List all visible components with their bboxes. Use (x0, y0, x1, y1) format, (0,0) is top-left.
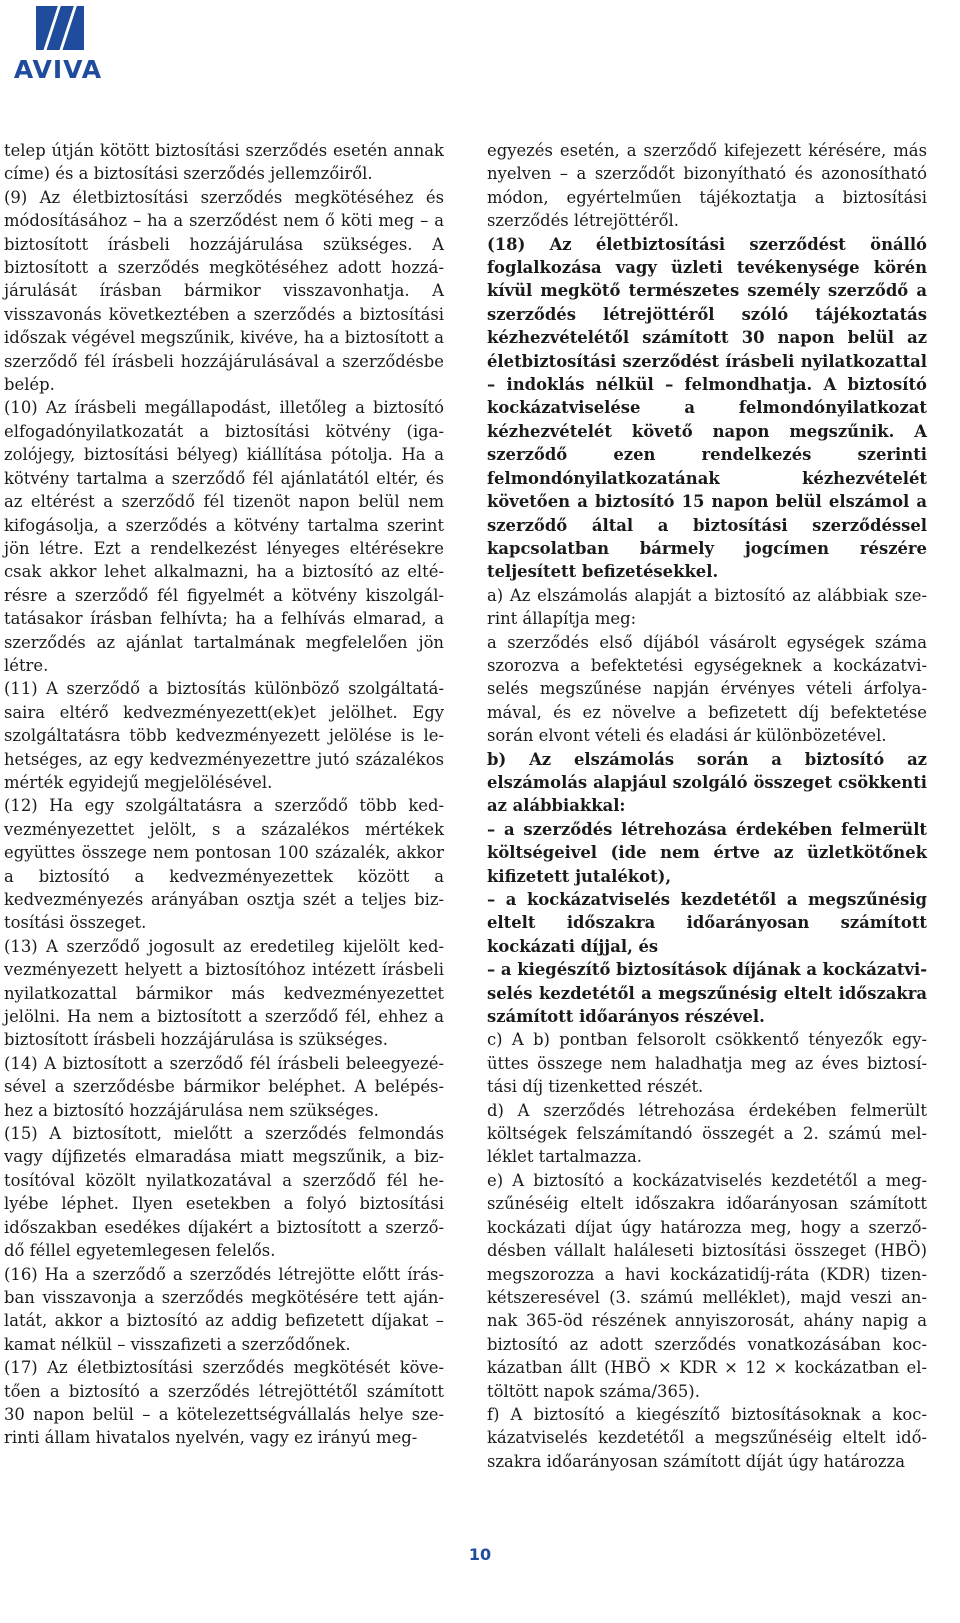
paragraph: (16) Ha a szerződő a szerződés létrejötte előtt írásban visszavonja a szerződés megkötésére tett ajánlatát, akkor a biztosító az addig befizetett díjakat – kamat nélkül – visszafizeti a szerződőnek. (4, 1264, 444, 1354)
paragraph-bold: – a kiegészítő biztosítások díjának a kockázatviselés kezdetétől a megszűnésig eltelt időszakra számított időarányos részével. (487, 960, 927, 1027)
paragraph: f) A biztosító a kiegészítő biztosításoknak a kockázatviselés kezdetétől a megszűnéséig eltelt időszakra időarányosan számított díját úgy határozza (487, 1404, 927, 1471)
paragraph-bold: – a kockázatviselés kezdetétől a megszűnésig eltelt időszakra időarányosan számított kockázati díjjal, és (487, 890, 927, 956)
paragraph-bold: – a szerződés létrehozása érdekében felmerült költségeivel (ide nem értve az üzletkötőnek kifizetett jutalékot), (487, 819, 927, 886)
paragraph: (11) A szerződő a biztosítás különböző szolgáltatásaira eltérő kedvezményezett(ek)et jelölhet. Egy szolgáltatásra több kedvezményezett jelölése is lehetséges, az egy kedvezményezettre jutó százalékos mérték egyidejű megjelölésével. (4, 679, 444, 792)
paragraph: (12) Ha egy szolgáltatásra a szerződő több kedvezményezettet jelölt, s a százalékos mértékek együttes összege nem pontosan 100 százalék, akkor a biztosító a kedvezményezettek között a kedvezményezés arányában osztja szét a teljes biztosítási összeget. (4, 796, 444, 933)
page-number: 10 (468, 1545, 492, 1564)
paragraph: (15) A biztosított, mielőtt a szerződés felmondás vagy díjfizetés elmaradása miatt megszűnik, a biztosítóval közölt nyilatkozatával a szerződő fél helyébe léphet. Ilyen esetekben a folyó biztosítási időszakban esedékes díjakért a biztosított a szerződő féllel egyetemlegesen felelős. (4, 1124, 444, 1261)
paragraph-bold: b) Az elszámolás során a biztosító az elszámolás alapjául szolgáló összeget csökkenti az alábbiakkal: (487, 749, 927, 816)
paragraph: (9) Az életbiztosítási szerződés megkötéséhez és módosításához – ha a szerződést nem ő köti meg – a biztosított írásbeli hozzájárulása szükséges. A biztosított a szerződés megkötéséhez adott hozzájárulását írásban bármikor visszavonhatja. A visszavonás következtében a szerződés a biztosítási időszak végével megszűnik, kivéve, ha a biztosított a szerződő fél írásbeli hozzájárulásával a szerződésbe belép. (4, 187, 444, 395)
logo-wordmark: AVIVA (13, 55, 103, 84)
paragraph: e) A biztosító a kockázatviselés kezdetétől a megszűnéséig eltelt időszakra időarányosan számított kockázati díjat úgy határozza meg, hogy a szerződésben vállalt haláleseti biztosítási összeget (HBÖ) megszorozza a havi kockázatidíj-ráta (KDR) tizenkétszeresével (3. számú melléklet), majd veszi annak 365-öd részének annyiszorosát, ahány napig a biztosító az adott szerződés vonatkozásában kockázatban állt (HBÖ × KDR × 12 × kockázatban eltöltött napok száma/365). (487, 1170, 927, 1401)
paragraph-bold: (18) Az életbiztosítási szerződést önálló foglalkozása vagy üzleti tevékenysége körén kívül megkötő természetes személy szerződő a szerződés létrejöttéről szóló tájékoztatás kézhezvételétől számított 30 napon belül az életbiztosítási szerződést írásbeli nyilatkozattal – indoklás nélkül – felmondhatja. A biztosító kockázatviselése a felmondónyilatkozat kézhezvételét követő napon megszűnik. A szerződő ezen rendelkezés szerinti felmondónyilatkozatának kézhezvételét követően a biztosító 15 napon belül elszámol a szerződő által a biztosítási szerződéssel kapcsolatban bármely jogcímen részére teljesített befizetésekkel. (487, 234, 927, 582)
paragraph: telep útján kötött biztosítási szerződés esetén annak címe) és a biztosítási szerződés jellemzőiről. (4, 141, 444, 184)
right-column (487, 139, 927, 1473)
paragraph: c) A b) pontban felsorolt csökkentő tényezők együttes összege nem haladhatja meg az éves biztosítási díj tizenketted részét. (487, 1030, 927, 1097)
paragraph: egyezés esetén, a szerződő kifejezett kérésére, más nyelven – a szerződőt bizonyítható és azonosítható módon, egyértelműen tájékoztatja a biztosítási szerződés létrejöttéről. (487, 141, 927, 231)
left-column (4, 139, 444, 1450)
aviva-logo (6, 6, 110, 82)
paragraph: (13) A szerződő jogosult az eredetileg kijelölt kedvezményezett helyett a biztosítóhoz intézett írásbeli nyilatkozattal bármikor más kedvezményezettet jelölni. Ha nem a biztosított a szerződő fél, ehhez a biztosított írásbeli hozzájárulása is szükséges. (4, 936, 444, 1050)
paragraph: (14) A biztosított a szerződő fél írásbeli beleegyezésével a szerződésbe bármikor beléphet. A belépéshez a biztosító hozzájárulása nem szükséges. (4, 1053, 444, 1120)
paragraph: a szerződés első díjából vásárolt egységek száma szorozva a befektetési egységeknek a kockázatviselés megszűnése napján érvényes vételi árfolyamával, és ez növelve a befizetett díj befektetése során elvont vételi és eladási ár különbözetével. (487, 632, 927, 746)
aviva-logo-mark (36, 6, 84, 50)
paragraph: d) A szerződés létrehozása érdekében felmerült költségek felszámítandó összegét a 2. számú melléklet tartalmazza. (487, 1100, 927, 1167)
paragraph: (17) Az életbiztosítási szerződés megkötését követően a biztosító a szerződés létrejöttétől számított 30 napon belül – a kötelezettségvállalás helye szerinti állam hivatalos nyelvén, vagy ez irányú meg- (4, 1358, 444, 1448)
paragraph: a) Az elszámolás alapját a biztosító az alábbiak szerint állapítja meg: (487, 585, 927, 629)
paragraph: (10) Az írásbeli megállapodást, illetőleg a biztosító elfogadónyilatkozatát a biztosítási kötvény (igazolójegy, biztosítási bélyeg) kiállítása pótolja. Ha a kötvény tartalma a szerződő fél ajánlatától eltér, és az eltérést a szerződő fél tizenöt napon belül nem kifogásolja, a szerződés a kötvény tartalma szerint jön létre. Ezt a rendelkezést lényeges eltérésekre csak akkor lehet alkalmazni, ha a biztosító az eltérésre a szerződő fél figyelmét a kötvény kiszolgáltatásakor írásban felhívta; ha a felhívás elmarad, a szerződés az ajánlat tartalmának megfelelően jön létre. (4, 398, 444, 675)
